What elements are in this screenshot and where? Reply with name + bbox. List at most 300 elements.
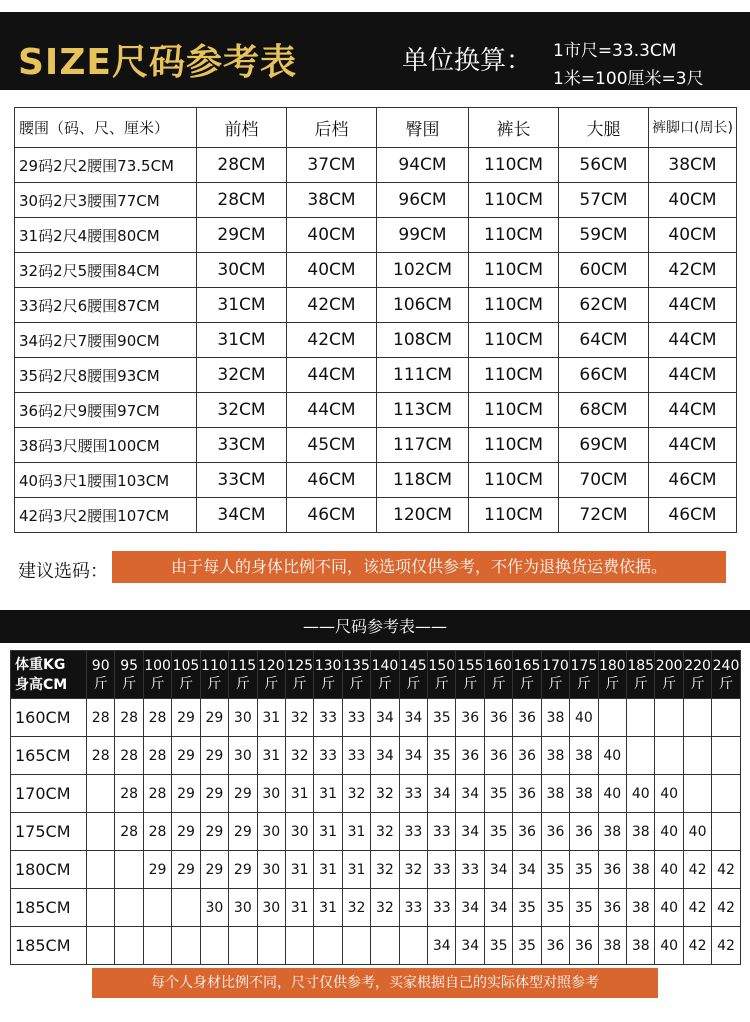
size-recommendation-cell: 28 [115, 813, 143, 851]
size-recommendation-cell: 32 [399, 851, 427, 889]
weight-value: 95 [120, 657, 139, 674]
header-back-rise: 后档 [287, 108, 377, 148]
size-recommendation-cell: 30 [257, 813, 285, 851]
measurement-cell: 46CM [649, 463, 737, 498]
weight-header-cell [598, 651, 626, 699]
weight-value: 100 [144, 657, 171, 674]
height-cell: 160CM [11, 699, 87, 737]
measurement-cell: 110CM [469, 183, 559, 218]
size-recommendation-cell: 38 [541, 699, 569, 737]
size-recommendation-cell: 34 [456, 889, 484, 927]
weight-header-cell [172, 651, 200, 699]
weight-value: 240 [712, 657, 740, 674]
height-cell: 175CM [11, 813, 87, 851]
size-recommendation-cell [683, 699, 711, 737]
size-recommendation-cell: 28 [87, 737, 115, 775]
weight-value: 90 [91, 657, 110, 674]
weight-header-cell [342, 651, 370, 699]
size-recommendation-cell: 31 [285, 775, 313, 813]
measurement-cell: 40CM [287, 218, 377, 253]
size-recommendation-cell [712, 699, 740, 737]
size-recommendation-cell: 33 [428, 851, 456, 889]
measurement-cell: 110CM [469, 218, 559, 253]
size-table-row [15, 358, 737, 393]
size-table-row [15, 148, 737, 183]
size-recommendation-cell: 32 [371, 851, 399, 889]
size-recommendation-cell: 36 [513, 737, 541, 775]
size-recommendation-cell: 36 [456, 699, 484, 737]
weight-header-cell [655, 651, 683, 699]
size-recommendation-cell: 38 [570, 775, 598, 813]
size-recommendation-cell: 36 [484, 737, 512, 775]
measurement-cell: 110CM [469, 463, 559, 498]
size-recommendation-cell [712, 775, 740, 813]
weight-value: 170 [542, 657, 569, 674]
measurement-cell: 44CM [649, 358, 737, 393]
size-recommendation-cell [87, 927, 115, 965]
measurement-cell: 68CM [559, 393, 649, 428]
size-recommendation-cell: 28 [115, 737, 143, 775]
weight-height-table [10, 650, 741, 965]
size-recommendation-cell: 38 [598, 927, 626, 965]
size-recommendation-cell: 35 [484, 775, 512, 813]
waist-size-cell: 33码2尺6腰围87CM [15, 288, 197, 323]
height-cell: 185CM [11, 889, 87, 927]
size-recommendation-cell [627, 699, 655, 737]
size-table-row [15, 498, 737, 533]
weight-value: 120 [257, 657, 285, 674]
size-recommendation-cell: 33 [399, 813, 427, 851]
unit-conversion-meter: 1米=100厘米=3尺 [553, 69, 704, 89]
weight-header-cell [200, 651, 228, 699]
size-recommendation-cell: 35 [541, 851, 569, 889]
waist-size-cell: 42码3尺2腰围107CM [15, 498, 197, 533]
size-recommendation-cell: 36 [541, 927, 569, 965]
size-recommendation-cell: 30 [257, 851, 285, 889]
size-recommendation-cell: 32 [342, 889, 370, 927]
size-recommendation-cell: 35 [484, 927, 512, 965]
height-row [11, 889, 741, 927]
size-recommendation-cell: 36 [513, 699, 541, 737]
size-table-row [15, 218, 737, 253]
size-recommendation-cell [172, 889, 200, 927]
size-recommendation-cell: 42 [712, 889, 740, 927]
size-recommendation-cell: 42 [712, 851, 740, 889]
weight-value: 145 [399, 657, 427, 674]
size-recommendation-cell: 40 [655, 775, 683, 813]
waist-size-cell: 29码2尺2腰围73.5CM [15, 148, 197, 183]
size-table-row [15, 253, 737, 288]
size-recommendation-cell: 34 [371, 737, 399, 775]
weight-header-cell [428, 651, 456, 699]
weight-value: 165 [513, 657, 541, 674]
size-recommendation-cell: 34 [399, 737, 427, 775]
measurement-cell: 30CM [197, 253, 287, 288]
measurement-cell: 44CM [649, 393, 737, 428]
size-recommendation-cell: 34 [456, 775, 484, 813]
weight-unit: 斤 [520, 675, 535, 692]
weight-unit: 斤 [434, 675, 449, 692]
size-recommendation-cell: 32 [371, 813, 399, 851]
measurement-cell: 40CM [649, 183, 737, 218]
size-recommendation-cell [371, 927, 399, 965]
weight-header-cell [712, 651, 740, 699]
size-recommendation-cell: 29 [200, 775, 228, 813]
size-recommendation-cell: 30 [229, 889, 257, 927]
weight-height-corner [11, 651, 87, 699]
size-recommendation-cell: 29 [172, 851, 200, 889]
size-recommendation-cell: 29 [172, 775, 200, 813]
measurement-cell: 28CM [197, 183, 287, 218]
size-recommendation-cell: 29 [200, 813, 228, 851]
size-recommendation-cell: 31 [342, 851, 370, 889]
size-recommendation-cell: 31 [314, 813, 342, 851]
weight-header-cell [484, 651, 512, 699]
size-recommendation-cell [285, 927, 313, 965]
size-recommendation-cell: 31 [285, 889, 313, 927]
size-recommendation-cell: 34 [513, 851, 541, 889]
size-recommendation-cell: 30 [257, 775, 285, 813]
measurement-cell: 59CM [559, 218, 649, 253]
header-thigh: 大腿 [559, 108, 649, 148]
weight-value: 150 [428, 657, 456, 674]
height-row [11, 813, 741, 851]
size-table-row [15, 323, 737, 358]
weight-value: 160 [485, 657, 512, 674]
weight-header-cell [541, 651, 569, 699]
size-recommendation-cell [143, 927, 171, 965]
size-recommendation-cell: 29 [200, 737, 228, 775]
weight-header-cell [513, 651, 541, 699]
height-cell: 185CM [11, 927, 87, 965]
size-recommendation-cell: 29 [200, 699, 228, 737]
measurement-cell: 56CM [559, 148, 649, 183]
size-recommendation-cell: 40 [598, 737, 626, 775]
size-recommendation-cell [712, 737, 740, 775]
header-length: 裤长 [469, 108, 559, 148]
measurement-cell: 31CM [197, 288, 287, 323]
size-recommendation-cell: 42 [683, 851, 711, 889]
measurement-cell: 44CM [649, 288, 737, 323]
measurement-cell: 110CM [469, 148, 559, 183]
measurement-cell: 44CM [649, 323, 737, 358]
size-recommendation-cell: 33 [342, 737, 370, 775]
waist-size-cell: 35码2尺8腰围93CM [15, 358, 197, 393]
measurement-cell: 37CM [287, 148, 377, 183]
header-waist: 腰围（码、尺、厘米） [15, 108, 197, 148]
measurement-cell: 33CM [197, 463, 287, 498]
measurement-cell: 33CM [197, 428, 287, 463]
size-recommendation-cell [399, 927, 427, 965]
weight-unit: 斤 [605, 675, 620, 692]
size-recommendation-cell: 32 [371, 889, 399, 927]
measurement-cell: 40CM [649, 218, 737, 253]
size-recommendation-cell: 36 [541, 813, 569, 851]
weight-value: 105 [172, 657, 200, 674]
waist-size-cell: 40码3尺1腰围103CM [15, 463, 197, 498]
size-recommendation-cell [598, 699, 626, 737]
weight-value: 180 [598, 657, 626, 674]
weight-header-cell [143, 651, 171, 699]
size-recommendation-cell: 36 [570, 927, 598, 965]
size-recommendation-cell: 36 [456, 737, 484, 775]
size-recommendation-cell: 35 [513, 927, 541, 965]
size-recommendation-cell [87, 775, 115, 813]
measurement-cell: 96CM [377, 183, 469, 218]
size-recommendation-cell: 40 [655, 851, 683, 889]
unit-conversion-label: 单位换算： [402, 46, 533, 76]
page-title: SIZE尺码参考表 [18, 42, 298, 83]
size-recommendation-cell: 32 [342, 775, 370, 813]
size-recommendation-cell [683, 737, 711, 775]
footer-note: 每个人身材比例不同，尺寸仅供参考，买家根据自己的实际体型对照参考 [92, 968, 658, 998]
height-row [11, 699, 741, 737]
weight-header-cell [570, 651, 598, 699]
size-recommendation-cell: 30 [229, 699, 257, 737]
advice-label: 建议选码： [18, 561, 108, 582]
weight-value: 220 [684, 657, 711, 674]
size-recommendation-cell [314, 927, 342, 965]
measurement-cell: 69CM [559, 428, 649, 463]
size-recommendation-cell: 38 [627, 813, 655, 851]
weight-value: 140 [371, 657, 399, 674]
size-recommendation-cell [87, 813, 115, 851]
size-recommendation-cell: 32 [285, 699, 313, 737]
measurement-cell: 110CM [469, 498, 559, 533]
measurement-cell: 110CM [469, 393, 559, 428]
weight-axis-label: 体重KG [15, 656, 66, 673]
size-recommendation-cell: 34 [456, 927, 484, 965]
height-row [11, 927, 741, 965]
size-recommendation-cell: 40 [598, 775, 626, 813]
weight-header-cell [285, 651, 313, 699]
header-leg-opening: 裤脚口(周长) [649, 108, 737, 148]
size-recommendation-cell: 36 [484, 699, 512, 737]
size-recommendation-cell: 36 [598, 851, 626, 889]
size-recommendation-cell: 31 [257, 737, 285, 775]
size-recommendation-cell [115, 927, 143, 965]
size-recommendation-cell: 31 [314, 889, 342, 927]
size-recommendation-cell: 42 [683, 927, 711, 965]
weight-unit: 斤 [178, 675, 193, 692]
size-recommendation-cell: 32 [371, 775, 399, 813]
size-recommendation-cell: 40 [655, 813, 683, 851]
size-recommendation-cell: 38 [598, 813, 626, 851]
measurement-cell: 118CM [377, 463, 469, 498]
weight-header-cell [115, 651, 143, 699]
size-recommendation-cell: 33 [456, 851, 484, 889]
header-hip: 臀围 [377, 108, 469, 148]
weight-value: 185 [627, 657, 655, 674]
weight-value: 155 [456, 657, 484, 674]
size-recommendation-cell: 36 [598, 889, 626, 927]
size-recommendation-cell: 32 [285, 737, 313, 775]
weight-header-cell [371, 651, 399, 699]
weight-header-cell [87, 651, 115, 699]
size-recommendation-cell [172, 927, 200, 965]
waist-size-cell: 31码2尺4腰围80CM [15, 218, 197, 253]
size-recommendation-cell: 28 [87, 699, 115, 737]
measurement-cell: 110CM [469, 323, 559, 358]
weight-header-cell [229, 651, 257, 699]
measurement-cell: 72CM [559, 498, 649, 533]
measurement-cell: 34CM [197, 498, 287, 533]
size-recommendation-cell: 29 [229, 775, 257, 813]
measurement-cell: 57CM [559, 183, 649, 218]
size-recommendation-cell: 40 [655, 889, 683, 927]
size-recommendation-cell: 34 [399, 699, 427, 737]
height-row [11, 851, 741, 889]
size-recommendation-cell: 33 [399, 775, 427, 813]
weight-value: 175 [570, 657, 598, 674]
weight-unit: 斤 [321, 675, 336, 692]
measurement-cell: 32CM [197, 358, 287, 393]
weight-unit: 斤 [491, 675, 506, 692]
size-recommendation-cell: 28 [143, 699, 171, 737]
measurement-cell: 64CM [559, 323, 649, 358]
weight-unit: 斤 [235, 675, 250, 692]
size-recommendation-cell: 33 [428, 889, 456, 927]
measurement-cell: 42CM [287, 323, 377, 358]
advice-note: 由于每人的身体比例不同，该选项仅供参考，不作为退换货运费依据。 [112, 551, 726, 583]
size-recommendation-cell: 38 [541, 775, 569, 813]
measurement-cell: 60CM [559, 253, 649, 288]
size-recommendation-cell [143, 889, 171, 927]
measurement-cell: 62CM [559, 288, 649, 323]
size-recommendation-cell: 34 [371, 699, 399, 737]
height-cell: 165CM [11, 737, 87, 775]
top-banner [0, 12, 750, 90]
measurement-cell: 46CM [649, 498, 737, 533]
size-recommendation-cell [683, 775, 711, 813]
weight-header-cell [257, 651, 285, 699]
size-recommendation-cell [87, 889, 115, 927]
waist-size-cell: 38码3尺腰围100CM [15, 428, 197, 463]
size-recommendation-cell: 34 [484, 851, 512, 889]
measurement-cell: 99CM [377, 218, 469, 253]
weight-header-cell [683, 651, 711, 699]
size-recommendation-cell: 38 [627, 927, 655, 965]
weight-unit: 斤 [548, 675, 563, 692]
waist-size-cell: 32码2尺5腰围84CM [15, 253, 197, 288]
weight-unit: 斤 [349, 675, 364, 692]
size-recommendation-cell: 30 [285, 813, 313, 851]
size-recommendation-cell: 42 [683, 889, 711, 927]
size-recommendation-cell [257, 927, 285, 965]
size-table-row [15, 288, 737, 323]
measurement-cell: 44CM [649, 428, 737, 463]
size-recommendation-cell: 34 [456, 813, 484, 851]
size-table-row [15, 393, 737, 428]
weight-unit: 斤 [406, 675, 421, 692]
size-recommendation-cell: 40 [570, 699, 598, 737]
weight-unit: 斤 [576, 675, 591, 692]
measurement-cell: 102CM [377, 253, 469, 288]
size-recommendation-cell: 34 [484, 889, 512, 927]
weight-header-cell [456, 651, 484, 699]
size-recommendation-cell: 29 [172, 737, 200, 775]
size-table-row [15, 183, 737, 218]
height-row [11, 737, 741, 775]
weight-value: 115 [229, 657, 257, 674]
size-recommendation-cell: 31 [314, 775, 342, 813]
measurement-cell: 120CM [377, 498, 469, 533]
measurement-cell: 110CM [469, 253, 559, 288]
size-table-row [15, 463, 737, 498]
waist-size-cell: 36码2尺9腰围97CM [15, 393, 197, 428]
weight-header-cell [314, 651, 342, 699]
weight-unit: 斤 [207, 675, 222, 692]
measurement-cell: 46CM [287, 498, 377, 533]
measurement-cell: 44CM [287, 393, 377, 428]
waist-size-cell: 30码2尺3腰围77CM [15, 183, 197, 218]
measurement-cell: 45CM [287, 428, 377, 463]
size-recommendation-cell: 28 [143, 813, 171, 851]
size-recommendation-cell [655, 737, 683, 775]
size-recommendation-cell: 35 [570, 851, 598, 889]
weight-unit: 斤 [662, 675, 677, 692]
weight-value: 110 [201, 657, 228, 674]
size-recommendation-cell: 35 [541, 889, 569, 927]
weight-value: 125 [286, 657, 314, 674]
unit-conversion-shichi: 1市尺=33.3CM [553, 41, 677, 61]
measurement-cell: 110CM [469, 288, 559, 323]
header-front-rise: 前档 [197, 108, 287, 148]
size-recommendation-cell: 28 [143, 775, 171, 813]
weight-header-cell [627, 651, 655, 699]
size-recommendation-cell: 40 [683, 813, 711, 851]
size-recommendation-cell [342, 927, 370, 965]
size-recommendation-cell: 36 [570, 813, 598, 851]
size-recommendation-cell [627, 737, 655, 775]
size-recommendation-cell: 33 [399, 889, 427, 927]
size-table [14, 107, 737, 533]
size-recommendation-cell: 33 [428, 813, 456, 851]
size-recommendation-cell: 30 [229, 737, 257, 775]
measurement-cell: 44CM [287, 358, 377, 393]
weight-unit: 斤 [690, 675, 705, 692]
size-recommendation-cell [115, 851, 143, 889]
weight-unit: 斤 [150, 675, 165, 692]
size-recommendation-cell [200, 927, 228, 965]
size-recommendation-cell: 40 [627, 775, 655, 813]
weight-unit: 斤 [463, 675, 478, 692]
size-recommendation-cell [229, 927, 257, 965]
size-recommendation-cell: 35 [428, 737, 456, 775]
weight-value: 200 [655, 657, 683, 674]
size-recommendation-cell: 35 [428, 699, 456, 737]
size-recommendation-cell: 38 [627, 889, 655, 927]
size-recommendation-cell: 38 [627, 851, 655, 889]
size-recommendation-cell: 28 [143, 737, 171, 775]
measurement-cell: 70CM [559, 463, 649, 498]
weight-unit: 斤 [122, 675, 137, 692]
size-recommendation-cell: 31 [257, 699, 285, 737]
height-axis-label: 身高CM [15, 676, 68, 693]
measurement-cell: 28CM [197, 148, 287, 183]
measurement-cell: 42CM [649, 253, 737, 288]
size-recommendation-cell: 42 [712, 927, 740, 965]
size-table-header [15, 108, 737, 148]
weight-unit: 斤 [377, 675, 392, 692]
measurement-cell: 110CM [469, 358, 559, 393]
measurement-cell: 66CM [559, 358, 649, 393]
size-recommendation-cell [87, 851, 115, 889]
measurement-cell: 42CM [287, 288, 377, 323]
size-recommendation-cell: 28 [115, 775, 143, 813]
size-recommendation-cell: 31 [314, 851, 342, 889]
measurement-cell: 111CM [377, 358, 469, 393]
